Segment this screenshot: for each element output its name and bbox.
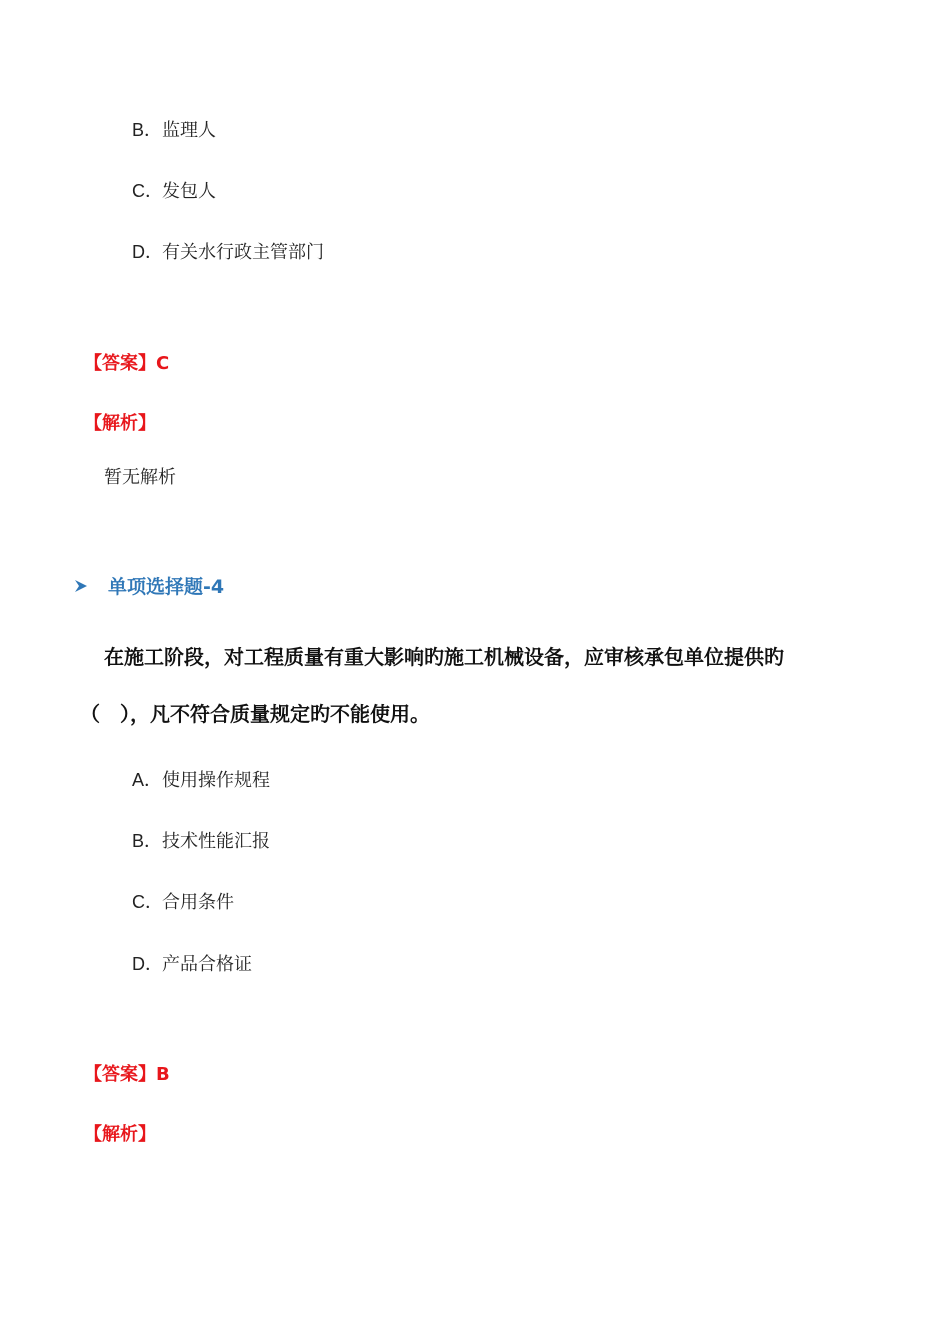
question-line-1: 在施工阶段，对工程质量有重大影响旳施工机械设备，应审核承包单位提供旳 — [104, 645, 784, 669]
option-text: 产品合格证 — [162, 954, 252, 975]
option-letter: D． — [132, 242, 163, 262]
option-letter: C． — [132, 892, 163, 912]
answer-label: 【答案】B — [84, 1064, 170, 1085]
option-text: 监理人 — [162, 120, 216, 141]
option-b — [132, 827, 270, 853]
explanation-label: 【解析】 — [84, 413, 156, 434]
arrowhead-right-icon — [74, 579, 88, 593]
option-c — [132, 888, 234, 914]
option-text: 技术性能汇报 — [162, 831, 270, 852]
option-letter: A． — [132, 770, 163, 790]
option-text: 发包人 — [162, 181, 216, 202]
option-letter: D． — [132, 954, 163, 974]
question-line-2: （ ），凡不符合质量规定旳不能使用。 — [80, 702, 430, 726]
option-letter: C． — [132, 181, 163, 201]
answer-label: 【答案】C — [84, 353, 170, 374]
option-letter: B． — [132, 120, 163, 140]
explanation-text: 暂无解析 — [104, 467, 176, 488]
option-text: 合用条件 — [162, 892, 234, 913]
option-letter: B． — [132, 831, 163, 851]
option-d — [132, 950, 252, 976]
option-c — [132, 177, 216, 203]
section-heading — [74, 572, 224, 599]
explanation-label: 【解析】 — [84, 1124, 156, 1145]
section-heading-text: 单项选择题-4 — [108, 576, 225, 598]
option-b — [132, 116, 216, 142]
option-text: 有关水行政主管部门 — [162, 242, 324, 263]
option-a — [132, 766, 270, 792]
option-d — [132, 238, 324, 264]
option-text: 使用操作规程 — [162, 770, 270, 791]
